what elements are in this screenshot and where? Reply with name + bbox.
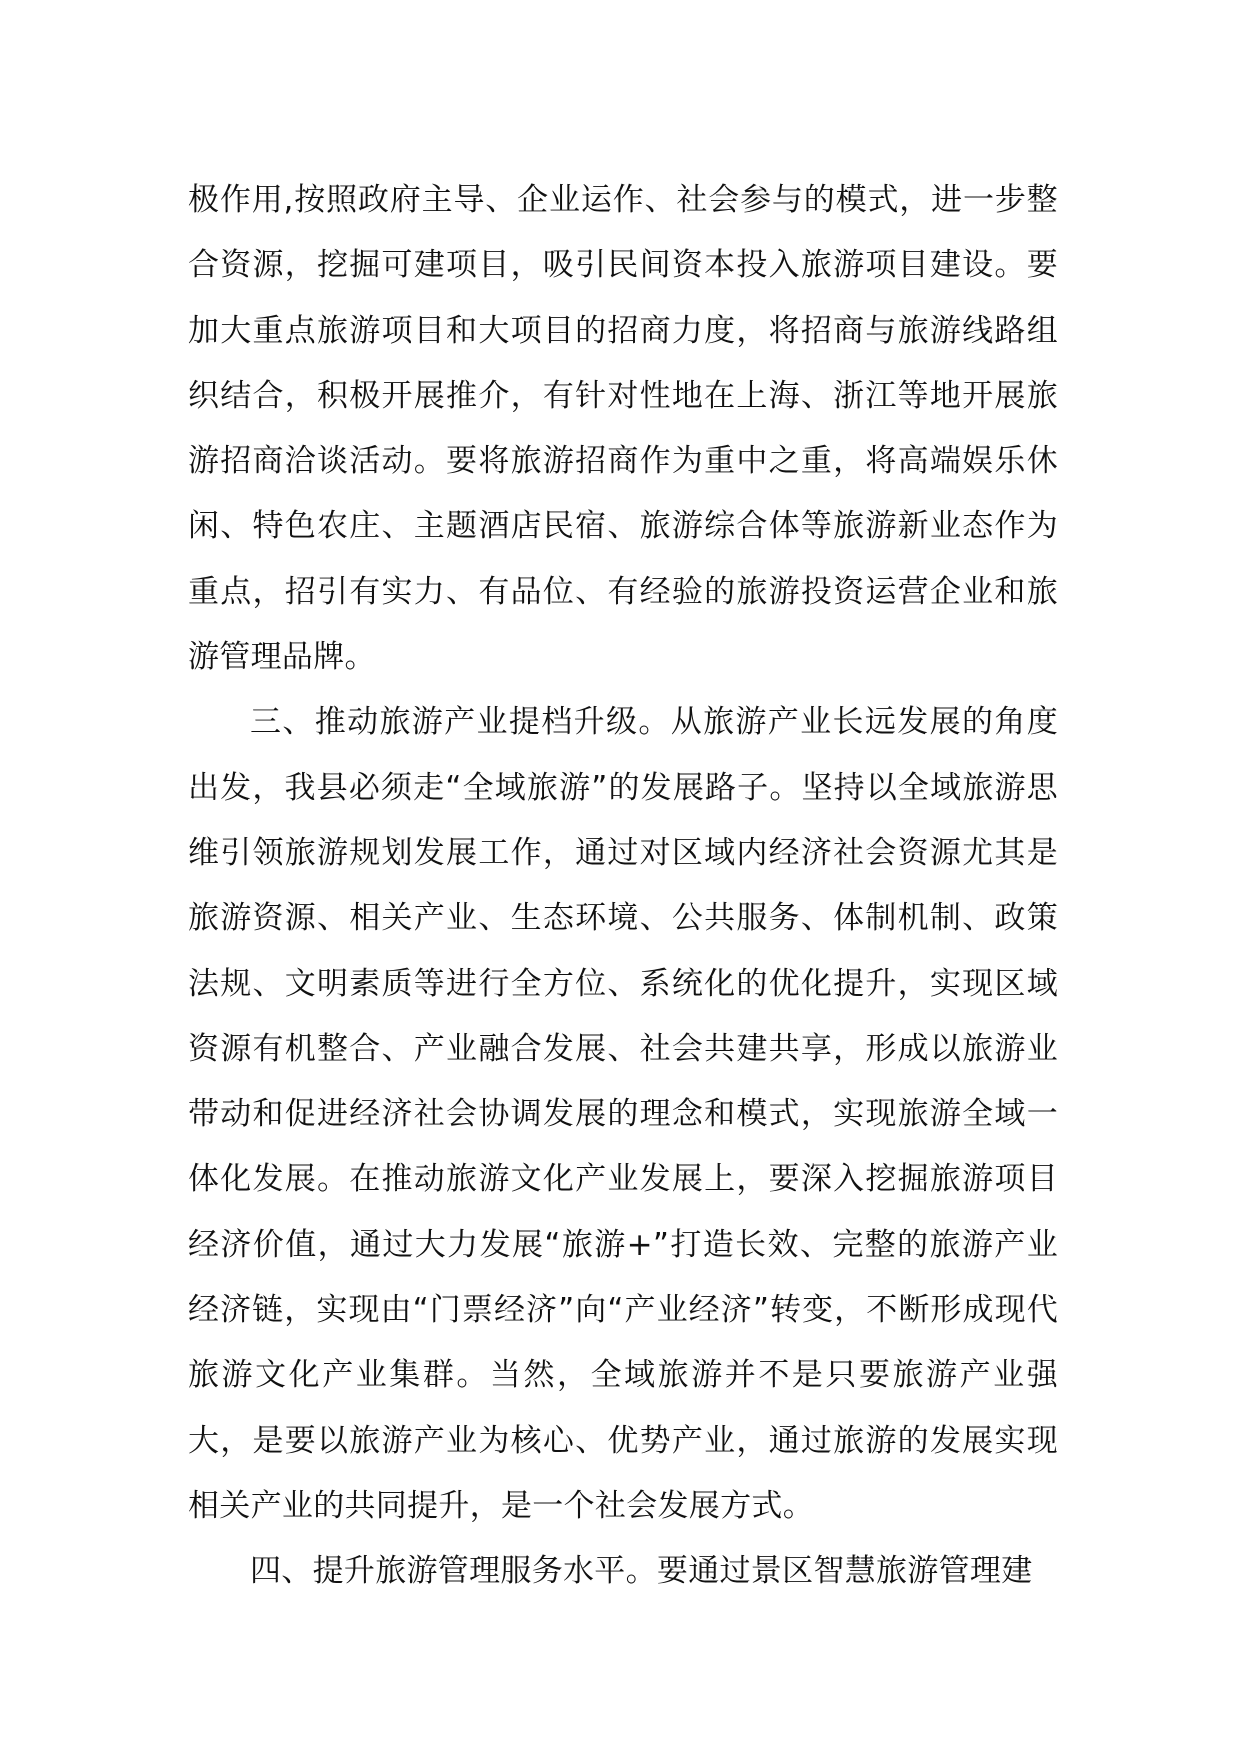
paragraph-3: 四、提升旅游管理服务水平。要通过景区智慧旅游管理建 bbox=[250, 1553, 1033, 1590]
paragraph-1: 极作用,按照政府主导、企业运作、社会参与的模式，进一步整合资源，挖掘可建项目，吸引民间资本投入旅游项目建设。要加大重点旅游项目和大项目的招商力度，将招商与旅游线路组织结合，积极开展推介，有针对性地在上海、浙江等地开展旅游招商洽谈活动。要将旅游招商作为重中之重，将高端娱乐休闲、特色农庄、主题酒店民宿、旅游综合体等旅游新业态作为重点，招引有实力、有品位、有经验的旅游投资运营企业和旅游管理品牌。 bbox=[188, 182, 1058, 676]
paragraph-2: 三、推动旅游产业提档升级。从旅游产业长远发展的角度出发，我县必须走“全域旅游”的发展路子。坚持以全域旅游思维引领旅游规划发展工作，通过对区域内经济社会资源尤其是旅游资源、相关产业、生态环境、公共服务、体制机制、政策法规、文明素质等进行全方位、系统化的优化提升，实现区域资源有机整合、产业融合发展、社会共建共享，形成以旅游业带动和促进经济社会协调发展的理念和模式，实现旅游全域一体化发展。在推动旅游文化产业发展上，要深入挖掘旅游项目经济价值，通过大力发展“旅游+”打造长效、完整的旅游产业经济链，实现由“门票经济”向“产业经济”转变，不断形成现代旅游文化产业集群。当然，全域旅游并不是只要旅游产业强大，是要以旅游产业为核心、优势产业，通过旅游的发展实现相关产业的共同提升，是一个社会发展方式。 bbox=[188, 704, 1058, 1524]
document-body bbox=[188, 168, 1058, 1605]
